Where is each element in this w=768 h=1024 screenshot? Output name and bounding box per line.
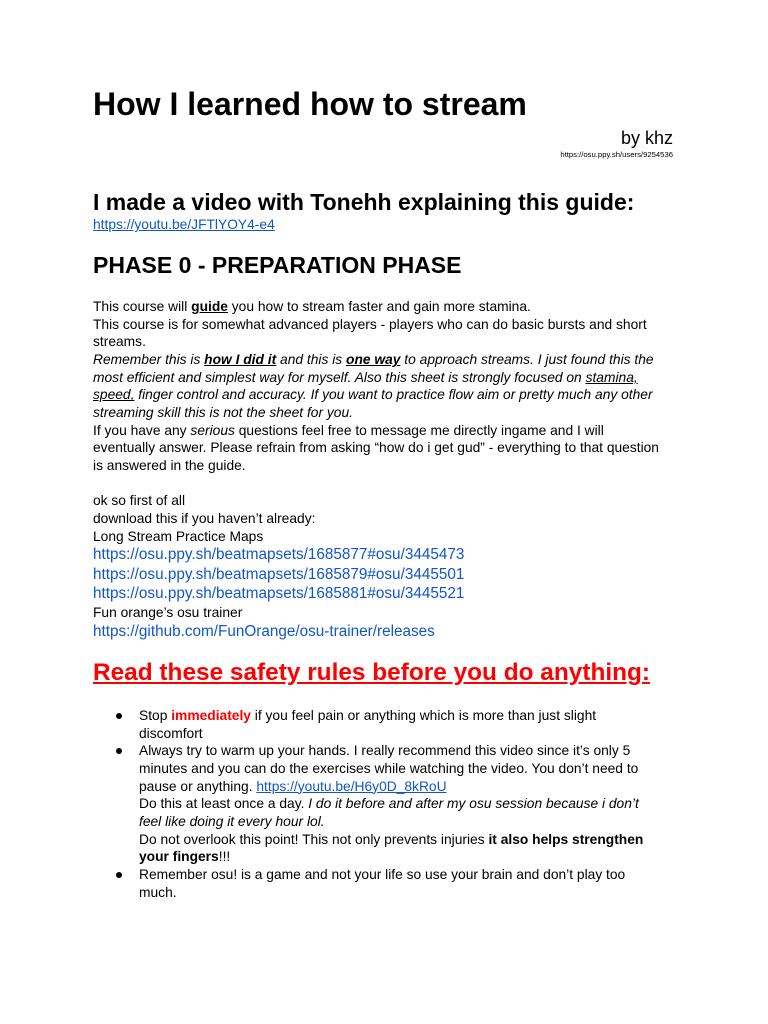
rule-line [139, 725, 675, 743]
intro-text: This course is for somewhat advanced players - players who can do basic bursts and short [93, 316, 647, 332]
rule-line [139, 742, 675, 760]
rule-text: !!! [218, 849, 231, 865]
rule-line [139, 778, 675, 796]
emphasis-text: how I did it [204, 352, 277, 368]
emphasis-text: serious [190, 422, 235, 438]
intro-line [93, 333, 675, 351]
intro-text: is answered in the guide. [93, 458, 246, 474]
rule-text: feel like doing it every hour lol. [139, 814, 325, 830]
safety-rule [93, 742, 675, 866]
safety-rule [93, 866, 675, 901]
intro-text: and this is [276, 352, 347, 368]
rule-text: if you feel pain or anything which is more than just slight [250, 708, 597, 723]
rule-text: discomfort [139, 725, 203, 741]
safety-rules-list [93, 707, 675, 901]
bullet-point-icon [116, 872, 122, 878]
bullet-point-icon [116, 713, 122, 719]
lead-in-text: ok so first of all [93, 493, 186, 509]
rule-text: Do this at least once a day. [139, 796, 309, 812]
emphasis-text: it also helps strengthen [488, 831, 644, 847]
intro-line [93, 369, 675, 387]
safety-rule [93, 707, 675, 742]
rule-line [139, 848, 675, 866]
intro-text: This course will [93, 299, 192, 314]
map-link[interactable]: https://osu.ppy.sh/beatmapsets/1685881#osu/3445521 [93, 585, 465, 603]
intro-line [93, 422, 675, 440]
rule-text: Do not overlook this point! This not only prevents injuries [139, 831, 489, 847]
intro-text: streaming skill this is not the sheet for you. [93, 405, 353, 421]
intro-text: to approach streams. I just found this the [400, 352, 654, 368]
emphasis-text: your fingers [139, 849, 219, 865]
intro-text: finger control and accuracy. If you want to practice flow aim or pretty much any other [134, 387, 653, 403]
rule-line [139, 831, 675, 849]
trainer-label: Fun orange’s osu trainer [93, 604, 243, 620]
rule-text: minutes and you can do the exercises while watching the video. You don’t need to [139, 761, 639, 777]
intro-text: questions feel free to message me directly ingame and I will [234, 422, 604, 438]
intro-text: you how to stream faster and gain more stamina. [227, 299, 531, 314]
rule-line [139, 813, 675, 831]
intro-line [93, 404, 675, 422]
intro-text: most efficient and simplest way for myself. Also this sheet is strongly focused on [93, 369, 586, 385]
map-link[interactable]: https://osu.ppy.sh/beatmapsets/1685879#osu/3445501 [93, 565, 465, 583]
blank-line [93, 475, 675, 493]
intro-line [93, 316, 675, 334]
emphasis-text: one way [346, 352, 401, 368]
warmup-video-link[interactable]: https://youtu.be/H6y0D_8kRoU [256, 778, 447, 794]
intro-text: Remember this is [93, 352, 205, 368]
rule-text: Always try to warm up your hands. I really recommend this video since it’s only 5 [139, 743, 631, 759]
intro-section [93, 298, 675, 641]
rule-text: much. [139, 884, 177, 900]
video-heading: I made a video with Tonehh explaining this guide: [93, 189, 635, 215]
intro-text: streams. [93, 334, 146, 350]
download-instruction: download this if you haven’t already: [93, 511, 316, 527]
rule-line [139, 866, 675, 884]
phase-heading: PHASE 0 - PREPARATION PHASE [93, 252, 462, 278]
emphasis-text: stamina, [585, 369, 638, 385]
trainer-link[interactable]: https://github.com/FunOrange/osu-trainer/releases [93, 622, 435, 640]
intro-line [93, 439, 675, 457]
intro-text: eventually answer. Please refrain from asking “how do i get gud” - everything to that question [93, 440, 659, 456]
rule-line [139, 884, 675, 902]
intro-line [93, 457, 675, 475]
safety-heading: Read these safety rules before you do anything: [93, 659, 651, 686]
rule-line [139, 707, 675, 725]
emphasis-text: speed, [93, 387, 135, 403]
warning-text: immediately [171, 708, 251, 723]
rule-text: Remember osu! is a game and not your life so use your brain and don’t play too [139, 867, 626, 883]
intro-line [93, 386, 675, 404]
rule-line [139, 795, 675, 813]
emphasis-text: I do it before and after my osu session because i don’t [308, 796, 639, 812]
intro-text: If you have any [93, 422, 191, 438]
rule-text: Stop [139, 708, 172, 723]
video-link[interactable]: https://youtu.be/JFTlYOY4-e4 [93, 217, 275, 232]
emphasis-text: guide [191, 299, 228, 314]
maps-label: Long Stream Practice Maps [93, 528, 264, 544]
author-byline: by khz [620, 128, 673, 148]
intro-line [93, 351, 675, 369]
map-link[interactable]: https://osu.ppy.sh/beatmapsets/1685877#osu/3445473 [93, 546, 465, 564]
bullet-point-icon [116, 748, 122, 754]
rule-text: pause or anything. [139, 778, 257, 794]
author-profile-url: https://osu.ppy.sh/users/9254536 [560, 150, 673, 159]
rule-line [139, 760, 675, 778]
intro-line [93, 298, 675, 316]
document-title: How I learned how to stream [93, 86, 527, 122]
